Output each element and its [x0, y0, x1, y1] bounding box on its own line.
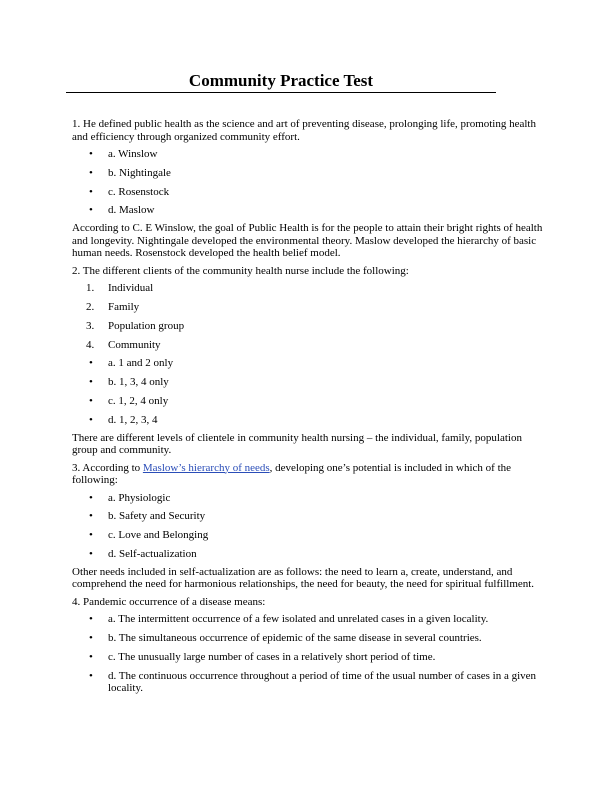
question-1-text: 1. He defined public health as the science and art of preventing disease, prolonging life, promoting health and efficiency through organized community effort. — [72, 118, 536, 143]
q3-option-c — [72, 529, 544, 542]
option-text: a. The intermittent occurrence of a few isolated and unrelated cases in a given locality. — [108, 613, 489, 626]
option-text: b. 1, 3, 4 only — [108, 376, 169, 389]
item-number: 1. — [86, 282, 95, 295]
option-text: c. Love and Belonging — [108, 529, 209, 542]
option-text: a. 1 and 2 only — [108, 357, 174, 370]
bullet-icon: • — [89, 394, 93, 407]
q4-option-d — [72, 670, 544, 695]
bullet-icon: • — [89, 166, 93, 179]
q4-option-c — [72, 651, 544, 664]
item-text: Community — [108, 338, 161, 351]
item-text: Family — [108, 300, 140, 313]
q2-numbered-item — [72, 320, 544, 333]
bullet-icon: • — [89, 632, 93, 645]
q4-option-b — [72, 632, 544, 645]
q1-option-a — [72, 148, 544, 161]
bullet-icon: • — [89, 491, 93, 504]
document-body — [72, 118, 544, 701]
question-3-suffix: , developing one’s potential is included in which of the following: — [72, 461, 512, 487]
q3-option-d — [72, 548, 544, 561]
option-text: c. 1, 2, 4 only — [108, 394, 169, 407]
bullet-icon: • — [89, 650, 93, 663]
q2-numbered-item — [72, 339, 544, 352]
q1-option-d — [72, 204, 544, 217]
item-number: 4. — [86, 338, 95, 351]
question-3-explanation: Other needs included in self-actualization are as follows: the need to learn a, create, understand, and comprehend the need for harmonious relationships, the need for beauty, the need for spiritual fulfillment. — [72, 565, 535, 591]
option-text: a. Winslow — [108, 148, 158, 160]
q3-option-b — [72, 510, 544, 523]
question-4-text: 4. Pandemic occurrence of a disease means: — [72, 595, 266, 608]
option-text: c. Rosenstock — [108, 185, 170, 198]
q2-numbered-item — [72, 282, 544, 295]
bullet-icon: • — [89, 357, 93, 370]
item-number: 3. — [86, 319, 95, 332]
option-text: c. The unusually large number of cases in a relatively short period of time. — [108, 650, 436, 663]
bullet-icon: • — [89, 510, 93, 523]
bullet-icon: • — [89, 413, 93, 426]
item-text: Population group — [108, 319, 185, 332]
question-3-prefix: 3. According to — [72, 461, 143, 474]
item-number: 2. — [86, 300, 95, 313]
option-text: d. 1, 2, 3, 4 — [108, 413, 158, 426]
bullet-icon: • — [89, 204, 93, 217]
option-text: d. The continuous occurrence throughout a period of time of the usual number of cases in a given locality. — [108, 669, 537, 695]
option-text: d. Self-actualization — [108, 547, 197, 560]
question-1-explanation: According to C. E Winslow, the goal of Public Health is for the people to attain their bright rights of health and longevity. Nightingale developed the environmental theory. Maslow developed the hierarchy of basic human needs. Rosenstock developed the health belief model. — [72, 222, 543, 260]
bullet-icon: • — [89, 669, 93, 682]
page-title: Community Practice Test — [188, 71, 374, 90]
q2-option-a — [72, 357, 544, 370]
question-3-text — [72, 462, 544, 487]
option-text: b. The simultaneous occurrence of epidemic of the same disease in several countries. — [108, 632, 482, 645]
q2-option-b — [72, 376, 544, 389]
q2-option-d — [72, 414, 544, 427]
bullet-icon: • — [89, 547, 93, 560]
question-2-explanation: There are different levels of clientele in community health nursing – the individual, family, population group and community. — [72, 431, 522, 457]
q1-option-b — [72, 167, 544, 180]
option-text: d. Maslow — [108, 204, 155, 217]
option-text: b. Safety and Security — [108, 510, 206, 523]
q2-option-c — [72, 395, 544, 408]
option-text: b. Nightingale — [108, 166, 171, 179]
question-2-text: 2. The different clients of the community health nurse include the following: — [72, 264, 409, 277]
item-text: Individual — [108, 282, 154, 295]
q1-option-c — [72, 186, 544, 199]
bullet-icon: • — [89, 529, 93, 542]
bullet-icon: • — [89, 185, 93, 198]
q4-option-a — [72, 613, 544, 626]
bullet-icon: • — [89, 376, 93, 389]
q3-option-a — [72, 492, 544, 505]
maslow-hierarchy-link[interactable]: Maslow’s hierarchy of needs — [142, 461, 270, 474]
option-text: a. Physiologic — [108, 491, 171, 504]
q2-numbered-item — [72, 301, 544, 314]
bullet-icon: • — [89, 613, 93, 626]
bullet-icon: • — [89, 148, 93, 160]
title-underline — [66, 92, 496, 93]
